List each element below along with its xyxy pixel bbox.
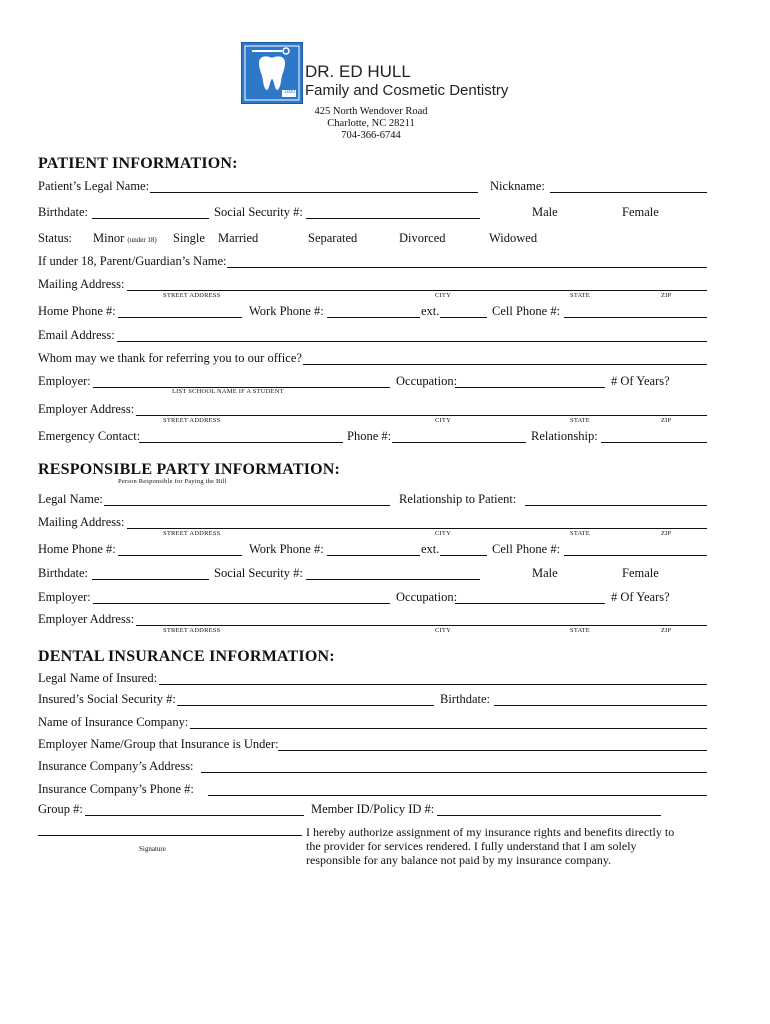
status-minor-note: (under 18) bbox=[127, 236, 157, 244]
patient-email-field[interactable] bbox=[117, 341, 707, 342]
responsible-work-phone-field[interactable] bbox=[327, 555, 487, 556]
emergency-contact-label: Emergency Contact: bbox=[38, 429, 141, 443]
emergency-relationship-field[interactable] bbox=[601, 442, 707, 443]
insured-name-field[interactable] bbox=[159, 684, 707, 685]
authorization-statement: I hereby authorize assignment of my insurance rights and benefits directly to the provider for services rendered. I fully understand that I am solely responsible for any balance not paid by my insurance company. bbox=[306, 825, 675, 867]
patient-legal-name-field[interactable] bbox=[150, 192, 478, 193]
patient-legal-name-label: Patient’s Legal Name: bbox=[38, 179, 150, 193]
responsible-subnote: Person Responsible for Paying the Bill bbox=[118, 478, 227, 485]
responsible-mailing-field[interactable] bbox=[127, 528, 707, 529]
patient-home-phone-field[interactable] bbox=[118, 317, 242, 318]
insured-birthdate-field[interactable] bbox=[494, 705, 707, 706]
patient-birthdate-field[interactable] bbox=[92, 218, 209, 219]
patient-nickname-label: Nickname: bbox=[490, 179, 545, 193]
patient-email-label: Email Address: bbox=[38, 328, 115, 342]
responsible-relationship-label: Relationship to Patient: bbox=[399, 492, 517, 506]
status-married-option[interactable]: Married bbox=[218, 231, 259, 245]
practice-name: DR. ED HULL bbox=[305, 62, 411, 81]
resp-city-caption: CITY bbox=[435, 530, 451, 537]
responsible-occupation-field[interactable] bbox=[455, 603, 605, 604]
responsible-mailing-label: Mailing Address: bbox=[38, 515, 125, 529]
zip-caption: ZIP bbox=[661, 292, 672, 299]
emergency-relationship-label: Relationship: bbox=[531, 429, 598, 443]
responsible-employer-label: Employer: bbox=[38, 590, 91, 604]
insured-name-label: Legal Name of Insured: bbox=[38, 671, 158, 685]
patient-nickname-field[interactable] bbox=[550, 192, 707, 193]
patient-mailing-field[interactable] bbox=[127, 290, 707, 291]
responsible-birthdate-label: Birthdate: bbox=[38, 566, 88, 580]
patient-ext-label: ext. bbox=[421, 304, 440, 318]
emp-state-caption: STATE bbox=[570, 417, 590, 424]
responsible-legal-name-label: Legal Name: bbox=[38, 492, 103, 506]
status-divorced-option[interactable]: Divorced bbox=[399, 231, 446, 245]
signature-field[interactable] bbox=[38, 835, 302, 836]
responsible-work-phone-label: Work Phone #: bbox=[249, 542, 324, 556]
responsible-occupation-label: Occupation: bbox=[396, 590, 458, 604]
emp-street-caption: STREET ADDRESS bbox=[163, 417, 221, 424]
street-caption: STREET ADDRESS bbox=[163, 292, 221, 299]
patient-home-phone-label: Home Phone #: bbox=[38, 304, 116, 318]
patient-employer-address-field[interactable] bbox=[136, 415, 707, 416]
employer-group-field[interactable] bbox=[278, 750, 707, 751]
practice-subtitle: Family and Cosmetic Dentistry bbox=[305, 82, 509, 99]
status-minor-label: Minor bbox=[93, 231, 125, 245]
company-phone-field[interactable] bbox=[208, 795, 707, 796]
member-id-label: Member ID/Policy ID #: bbox=[311, 802, 435, 816]
responsible-heading: RESPONSIBLE PARTY INFORMATION: bbox=[38, 461, 341, 478]
employer-group-label: Employer Name/Group that Insurance is Under: bbox=[38, 737, 279, 751]
group-number-field[interactable] bbox=[85, 815, 304, 816]
patient-work-phone-label: Work Phone #: bbox=[249, 304, 324, 318]
patient-occupation-label: Occupation: bbox=[396, 374, 458, 388]
responsible-female-option[interactable]: Female bbox=[622, 566, 659, 580]
resp-emp-state-caption: STATE bbox=[570, 627, 590, 634]
referral-label: Whom may we thank for referring you to our office? bbox=[38, 351, 302, 365]
company-address-field[interactable] bbox=[201, 772, 707, 773]
status-single-option[interactable]: Single bbox=[173, 231, 205, 245]
member-id-field[interactable] bbox=[437, 815, 661, 816]
responsible-home-phone-field[interactable] bbox=[118, 555, 242, 556]
patient-years-label: # Of Years? bbox=[611, 374, 670, 388]
emp-zip-caption: ZIP bbox=[661, 417, 672, 424]
school-note: LIST SCHOOL NAME IF A STUDENT bbox=[172, 388, 284, 395]
city-caption: CITY bbox=[435, 292, 451, 299]
address-line-2: Charlotte, NC 28211 bbox=[327, 118, 415, 129]
status-separated-option[interactable]: Separated bbox=[308, 231, 358, 245]
patient-ssn-field[interactable] bbox=[306, 218, 480, 219]
group-number-label: Group #: bbox=[38, 802, 83, 816]
responsible-employer-field[interactable] bbox=[93, 603, 390, 604]
patient-work-phone-field[interactable] bbox=[327, 317, 487, 318]
logo-badge: 1000 bbox=[284, 89, 296, 95]
responsible-home-phone-label: Home Phone #: bbox=[38, 542, 116, 556]
patient-employer-address-label: Employer Address: bbox=[38, 402, 135, 416]
responsible-ssn-field[interactable] bbox=[306, 579, 480, 580]
patient-birthdate-label: Birthdate: bbox=[38, 205, 88, 219]
responsible-legal-name-field[interactable] bbox=[104, 505, 390, 506]
patient-cell-phone-field[interactable] bbox=[564, 317, 707, 318]
insured-ssn-field[interactable] bbox=[177, 705, 434, 706]
office-phone: 704-366-6744 bbox=[341, 130, 401, 141]
patient-mailing-label: Mailing Address: bbox=[38, 277, 125, 291]
responsible-employer-address-field[interactable] bbox=[136, 625, 707, 626]
resp-zip-caption: ZIP bbox=[661, 530, 672, 537]
signature-caption: Signature bbox=[139, 845, 166, 853]
resp-emp-street-caption: STREET ADDRESS bbox=[163, 627, 221, 634]
address-line-1: 425 North Wendover Road bbox=[314, 106, 428, 117]
insurance-company-label: Name of Insurance Company: bbox=[38, 715, 189, 729]
emp-city-caption: CITY bbox=[435, 417, 451, 424]
responsible-birthdate-field[interactable] bbox=[92, 579, 209, 580]
insured-ssn-label: Insured’s Social Security #: bbox=[38, 692, 176, 706]
responsible-cell-phone-label: Cell Phone #: bbox=[492, 542, 561, 556]
responsible-male-option[interactable]: Male bbox=[532, 566, 558, 580]
patient-occupation-field[interactable] bbox=[455, 387, 605, 388]
emergency-phone-field[interactable] bbox=[392, 442, 526, 443]
patient-cell-phone-label: Cell Phone #: bbox=[492, 304, 561, 318]
patient-heading: PATIENT INFORMATION: bbox=[38, 155, 238, 172]
responsible-relationship-field[interactable] bbox=[525, 505, 707, 506]
responsible-employer-address-label: Employer Address: bbox=[38, 612, 135, 626]
resp-emp-city-caption: CITY bbox=[435, 627, 451, 634]
status-minor-option[interactable] bbox=[93, 231, 157, 246]
insured-birthdate-label: Birthdate: bbox=[440, 692, 490, 706]
status-widowed-option[interactable]: Widowed bbox=[489, 231, 538, 245]
patient-employer-label: Employer: bbox=[38, 374, 91, 388]
responsible-cell-phone-field[interactable] bbox=[564, 555, 707, 556]
logo bbox=[241, 42, 303, 104]
responsible-ext-label: ext. bbox=[421, 542, 440, 556]
resp-emp-zip-caption: ZIP bbox=[661, 627, 672, 634]
responsible-years-label: # Of Years? bbox=[611, 590, 670, 604]
patient-status-label: Status: bbox=[38, 231, 73, 245]
patient-ssn-label: Social Security #: bbox=[214, 205, 303, 219]
company-address-label: Insurance Company’s Address: bbox=[38, 759, 194, 773]
resp-state-caption: STATE bbox=[570, 530, 590, 537]
emergency-contact-field[interactable] bbox=[139, 442, 343, 443]
resp-street-caption: STREET ADDRESS bbox=[163, 530, 221, 537]
company-phone-label: Insurance Company’s Phone #: bbox=[38, 782, 194, 796]
patient-female-option[interactable]: Female bbox=[622, 205, 659, 219]
patient-male-option[interactable]: Male bbox=[532, 205, 558, 219]
insurance-company-field[interactable] bbox=[190, 728, 707, 729]
referral-field[interactable] bbox=[303, 364, 707, 365]
guardian-name-field[interactable] bbox=[227, 267, 707, 268]
emergency-phone-label: Phone #: bbox=[347, 429, 392, 443]
state-caption: STATE bbox=[570, 292, 590, 299]
guardian-name-label: If under 18, Parent/Guardian’s Name: bbox=[38, 254, 227, 268]
responsible-ssn-label: Social Security #: bbox=[214, 566, 303, 580]
insurance-heading: DENTAL INSURANCE INFORMATION: bbox=[38, 648, 335, 665]
